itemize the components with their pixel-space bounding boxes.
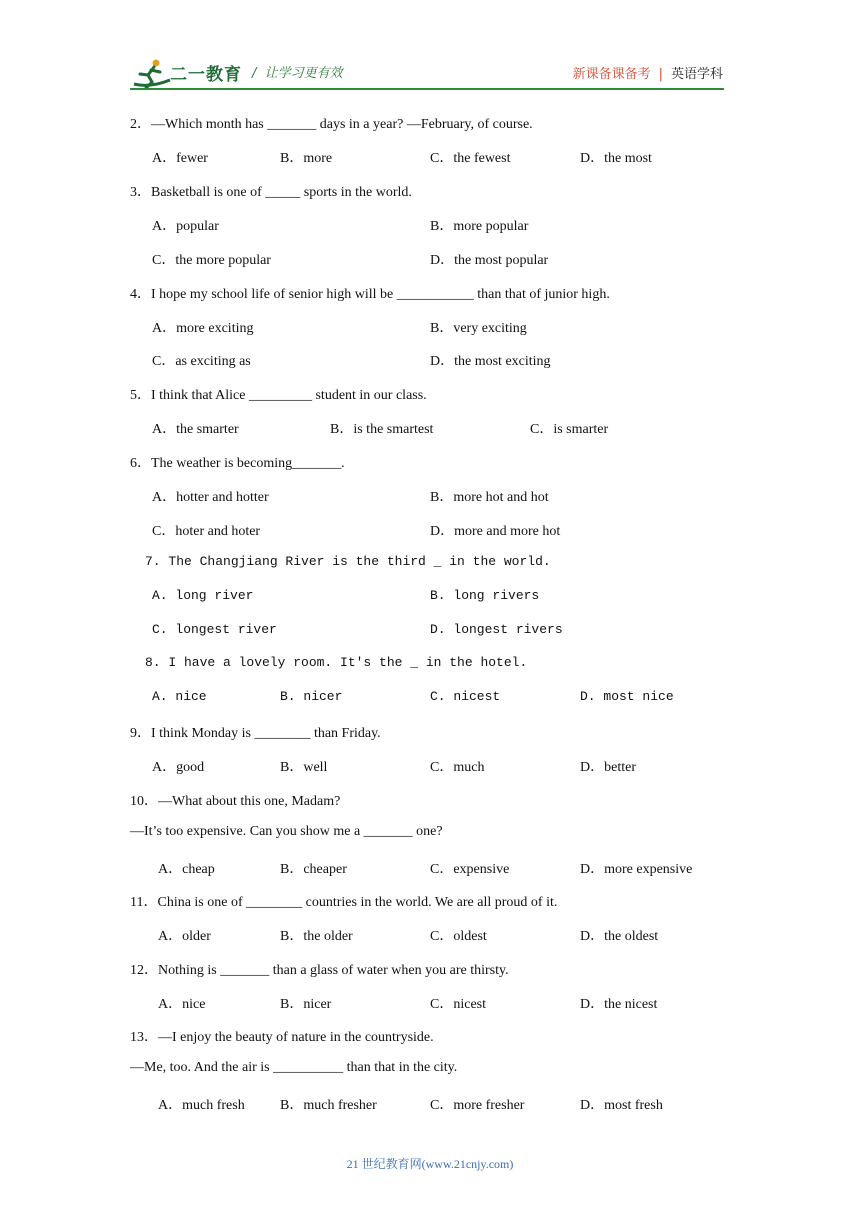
question-7-option-b: B. long rivers — [430, 588, 540, 603]
header-separator: | — [658, 67, 663, 82]
slogan-text: 让学习更有效 — [264, 66, 343, 81]
question-11-stem: 11．China is one of ________ countries in the world. We are all proud of it. — [130, 895, 558, 910]
header-right — [573, 63, 723, 82]
question-12-option-b: B．nicer — [280, 997, 332, 1012]
slogan: / 让学习更有效 — [252, 66, 343, 81]
question-10-option-c: C．expensive — [430, 862, 510, 877]
question-10-option-a: A．cheap — [158, 862, 215, 877]
header-subject-label: 英语学科 — [670, 67, 723, 82]
question-4-option-d: D．the most exciting — [430, 354, 551, 369]
question-8-stem: 8. I have a lovely room. It's the _ in the hotel. — [145, 655, 528, 670]
question-9-stem: 9．I think Monday is ________ than Friday. — [130, 726, 381, 741]
question-2-stem: 2．—Which month has _______ days in a year? —February, of course. — [130, 117, 533, 132]
question-5-stem: 5．I think that Alice _________ student in our class. — [130, 388, 427, 403]
question-9-option-a: A．good — [152, 760, 205, 775]
question-13-option-c: C．more fresher — [430, 1098, 525, 1113]
page-header — [0, 0, 860, 100]
question-9-option-b: B．well — [280, 760, 328, 775]
question-3-option-a: A．popular — [152, 219, 219, 234]
footer-source: 21 世纪教育网(www.21cnjy.com) — [346, 1157, 514, 1171]
question-10-stem: 10．—What about this one, Madam? — [130, 794, 341, 809]
question-11-option-b: B．the older — [280, 929, 353, 944]
question-6-option-c: C．hoter and hoter — [152, 524, 261, 539]
question-12-option-c: C．nicest — [430, 997, 486, 1012]
question-4-option-b: B．very exciting — [430, 321, 527, 336]
header-divider — [130, 88, 724, 90]
question-4-option-c: C．as exciting as — [152, 354, 251, 369]
question-12-stem: 12．Nothing is _______ than a glass of water when you are thirsty. — [130, 963, 509, 978]
question-10-stem-line2: —It’s too expensive. Can you show me a _______ one? — [130, 824, 443, 839]
question-7-stem: 7. The Changjiang River is the third _ in the world. — [145, 554, 551, 569]
question-7-option-c: C. longest river — [152, 622, 277, 637]
question-6-option-d: D．more and more hot — [430, 524, 561, 539]
question-2-option-b: B．more — [280, 151, 333, 166]
question-3-option-c: C．the more popular — [152, 253, 271, 268]
question-10-option-d: D．more expensive — [580, 862, 693, 877]
question-8-option-a: A. nice — [152, 689, 207, 704]
question-5-option-b: B．is the smartest — [330, 422, 434, 437]
question-13-option-a: A．much fresh — [158, 1098, 245, 1113]
question-3-option-d: D．the most popular — [430, 253, 549, 268]
question-6-option-b: B．more hot and hot — [430, 490, 549, 505]
question-5-option-c: C．is smarter — [530, 422, 609, 437]
question-3-stem: 3．Basketball is one of _____ sports in the world. — [130, 185, 412, 200]
question-9-option-c: C．much — [430, 760, 485, 775]
question-6-option-a: A．hotter and hotter — [152, 490, 269, 505]
question-12-option-a: A．nice — [158, 997, 206, 1012]
question-13-option-d: D．most fresh — [580, 1098, 663, 1113]
question-6-stem: 6．The weather is becoming_______. — [130, 456, 345, 471]
question-8-option-b: B. nicer — [280, 689, 343, 704]
question-9-option-d: D．better — [580, 760, 636, 775]
question-2-option-c: C．the fewest — [430, 151, 511, 166]
question-7-option-a: A. long river — [152, 588, 254, 603]
question-11-option-a: A．older — [158, 929, 211, 944]
question-11-option-d: D．the oldest — [580, 929, 659, 944]
question-2-option-d: D．the most — [580, 151, 652, 166]
question-8-option-c: C. nicest — [430, 689, 501, 704]
question-10-option-b: B．cheaper — [280, 862, 347, 877]
question-3-option-b: B．more popular — [430, 219, 529, 234]
question-13-stem-line2: —Me, too. And the air is __________ than that in the city. — [130, 1060, 458, 1075]
header-course-label: 新课备课备考 — [572, 67, 651, 82]
question-4-option-a: A．more exciting — [152, 321, 254, 336]
question-13-stem: 13．—I enjoy the beauty of nature in the countryside. — [130, 1030, 434, 1045]
question-4-stem: 4．I hope my school life of senior high will be ___________ than that of junior high. — [130, 287, 610, 302]
question-11-option-c: C．oldest — [430, 929, 487, 944]
question-13-option-b: B．much fresher — [280, 1098, 377, 1113]
question-12-option-d: D．the nicest — [580, 997, 658, 1012]
question-2-option-a: A．fewer — [152, 151, 208, 166]
question-8-option-d: D. most nice — [580, 689, 674, 704]
question-7-option-d: D. longest rivers — [430, 622, 563, 637]
question-5-option-a: A．the smarter — [152, 422, 239, 437]
logo-text: 二一教育 — [170, 65, 242, 85]
